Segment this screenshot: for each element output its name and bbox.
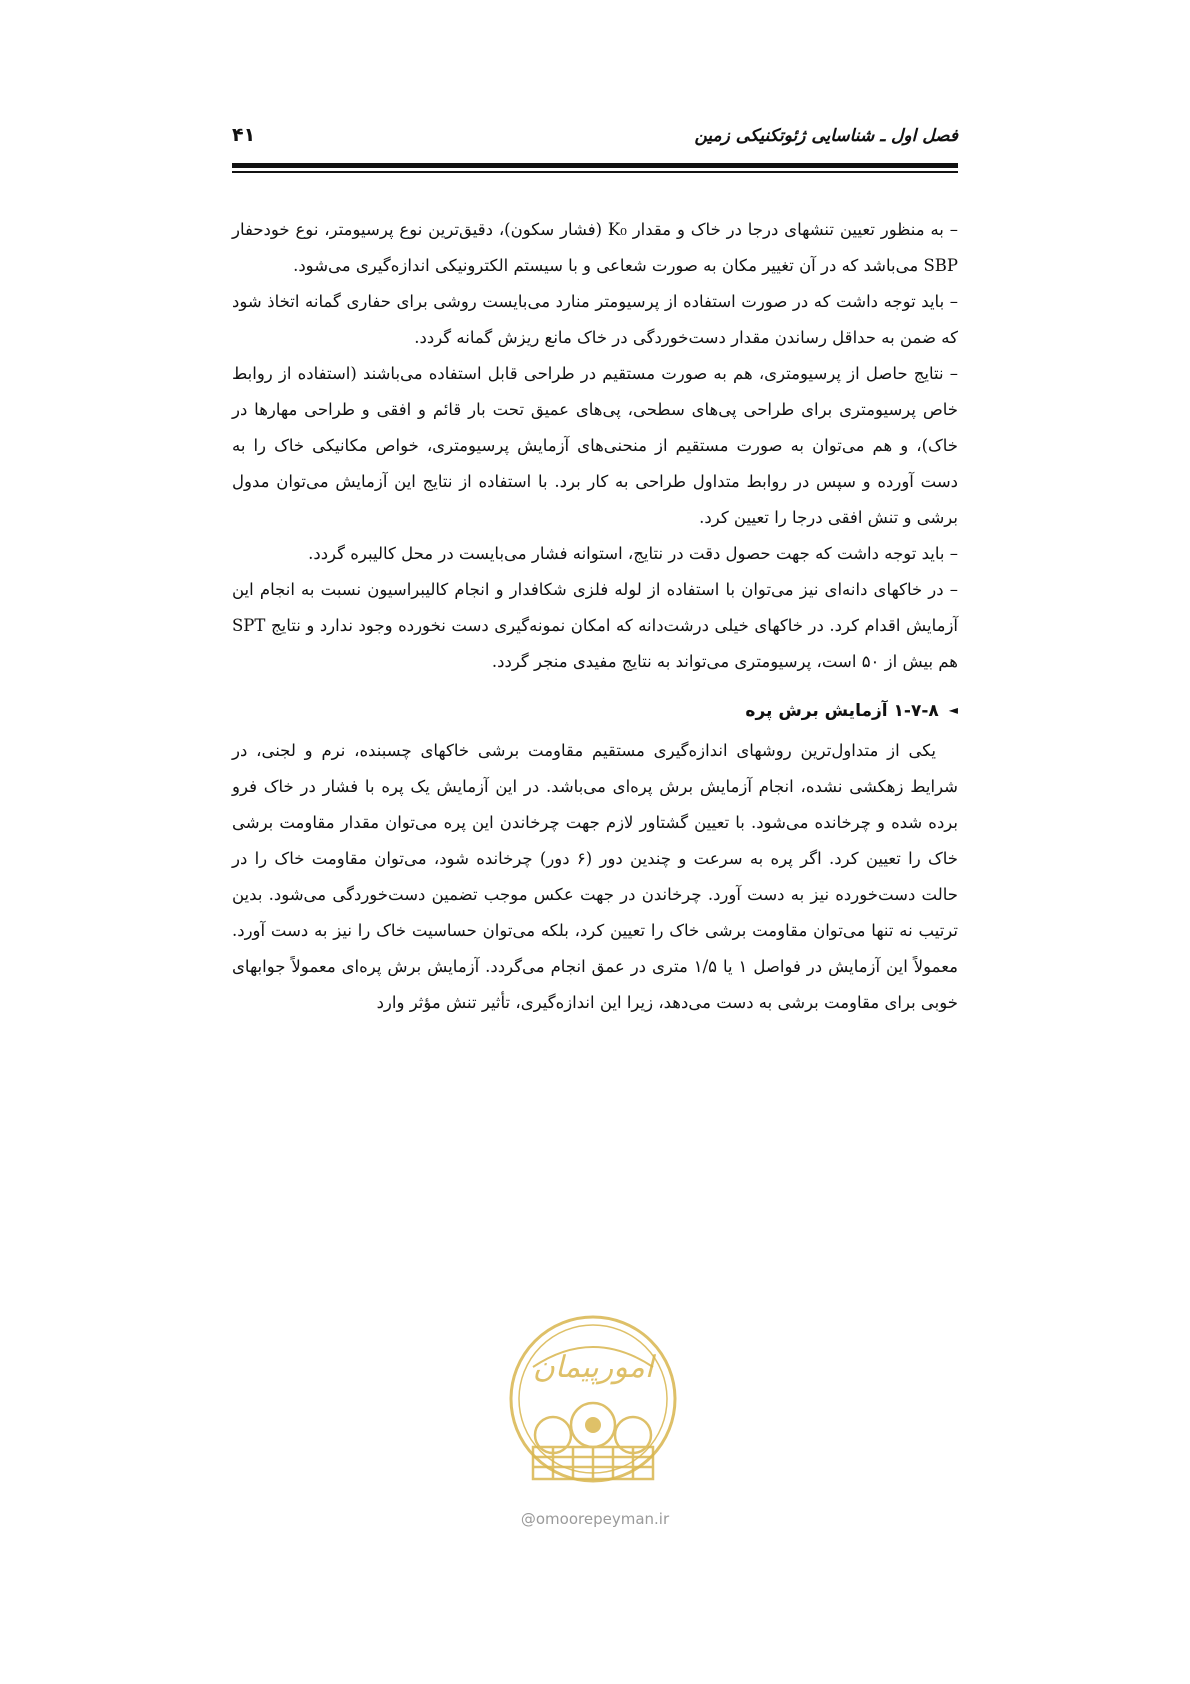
chapter-title: فصل اول ـ شناسایی ژئوتکنیکی زمین — [694, 126, 958, 146]
page-number: ۴۱ — [232, 124, 256, 146]
page-body — [232, 212, 958, 1021]
page-header — [232, 118, 958, 158]
bullet-paragraph-calibration: – باید توجه داشت که جهت حصول دقت در نتایج، استوانه فشار می‌بایست در محل کالیبره گردد. — [308, 544, 958, 563]
header-rule-thin — [232, 171, 958, 173]
header-rule-thick — [232, 163, 958, 168]
website-watermark: @omoorepeyman.ir — [520, 1510, 670, 1528]
omoorepeyman-logo-watermark — [493, 1307, 693, 1507]
bullet-paragraph-granular-soils: – در خاکهای دانه‌ای نیز می‌توان با استفاده از لوله فلزی شکافدار و انجام کالیبراسیون نسبت به انجام این آزمایش اقدام کرد. در خاکهای خیلی درشت‌دانه که امکان نمونه‌گیری دست نخورده وجود ندارد و نتایج SPT هم بیش از ۵۰ است، پرسیومتری می‌تواند به نتایج مفیدی منجر گردد. — [232, 580, 958, 671]
section-heading — [232, 692, 958, 729]
bullet-paragraph-sbp: – به منظور تعیین تنشهای درجا در خاک و مقدار K₀ (فشار سکون)، دقیق‌ترین نوع پرسیومتر، نوع خودحفار SBP می‌باشد که در آن تغییر مکان به صورت شعاعی و با سیستم الکترونیکی اندازه‌گیری می‌شود. — [232, 220, 958, 275]
section-body-paragraph: یکی از متداول‌ترین روشهای اندازه‌گیری مستقیم مقاومت برشی خاکهای چسبنده، نرم و لجنی، در شرایط زهکشی نشده، انجام آزمایش برش پره‌ای می‌باشد. در این آزمایش یک پره با فشار در خاک فرو برده شده و چرخانده می‌شود. با تعیین گشتاور لازم جهت چرخاندن این پره می‌توان مقدار مقاومت برشی خاک را تعیین کرد. اگر پره به سرعت و چندین دور (۶ دور) چرخانده شود، می‌توان مقاومت خاک را در حالت دست‌خورده نیز به دست آورد. چرخاندن در جهت عکس موجب تضمین دست‌خوردگی می‌شود. بدین ترتیب نه تنها می‌توان مقاومت برشی خاک را تعیین کرد، بلکه می‌توان حساسیت خاک را نیز به دست آورد. معمولاً این آزمایش در فواصل ۱ یا ۱/۵ متری در عمق انجام می‌گردد. آزمایش برش پره‌ای معمولاً جوابهای خوبی برای مقاومت برشی به دست می‌دهد، زیرا این اندازه‌گیری، تأثیر تنش مؤثر وارد — [232, 741, 959, 1012]
section-heading-text: ۱-۷-۸ آزمایش برش پره — [745, 701, 939, 721]
logo-lettering: امورپیمان — [532, 1350, 654, 1385]
bullet-paragraph-menard: – باید توجه داشت که در صورت استفاده از پرسیومتر منارد می‌بایست روشی برای حفاری گمانه اتخاذ شود که ضمن به حداقل رساندن مقدار دست‌خوردگی در خاک مانع ریزش گمانه گردد. — [232, 292, 958, 347]
section-arrow-icon: ◄ — [948, 703, 958, 717]
bullet-paragraph-results: – نتایج حاصل از پرسیومتری، هم به صورت مستقیم در طراحی قابل استفاده می‌باشند (استفاده از روابط خاص پرسیومتری برای طراحی پی‌های سطحی، پی‌های عمیق تحت بار قائم و افقی و طراحی مهارها در خاک)، و هم می‌توان به صورت مستقیم از منحنی‌های آزمایش پرسیومتری، خواص مکانیکی خاک را به دست آورده و سپس در روابط متداول طراحی به کار برد. با استفاده از نتایج این آزمایش می‌توان مدول برشی و تنش افقی درجا را تعیین کرد. — [232, 364, 958, 527]
